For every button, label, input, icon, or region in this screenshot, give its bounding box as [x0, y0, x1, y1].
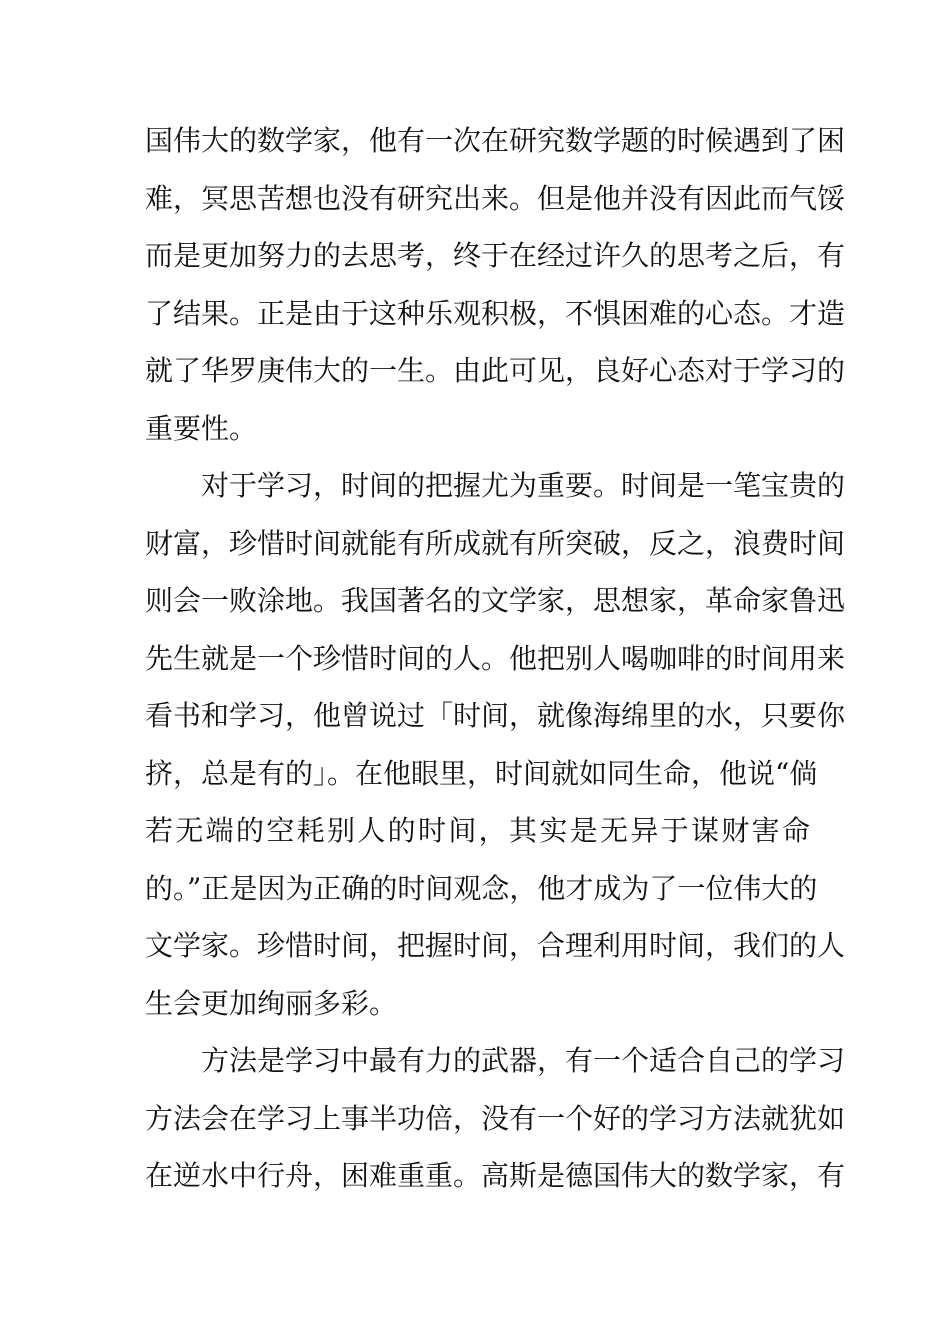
paragraph-line: 就了华罗庚伟大的一生。由此可见，良好心态对于学习的	[145, 354, 846, 387]
paragraph-line: 了结果。正是由于这种乐观积极，不惧困难的心态。才造	[145, 296, 846, 330]
paragraph-line: 国伟大的数学家，他有一次在研究数学题的时候遇到了困	[145, 124, 846, 157]
paragraph-line: 挤，总是有的」。在他眼里，时间就如同生命，他说“倘	[145, 756, 818, 790]
paragraph-line: 方法是学习中最有力的武器，有一个适合自己的学习	[201, 1044, 846, 1077]
paragraph-line: 先生就是一个珍惜时间的人。他把别人喝咖啡的时间用来	[145, 641, 846, 675]
body-text	[145, 118, 846, 1211]
paragraph-line: 看书和学习，他曾说过「时间，就像海绵里的水，只要你	[145, 699, 846, 732]
paragraph-line: 难，冥思苦想也没有研究出来。但是他并没有因此而气馁	[145, 181, 846, 215]
paragraph-line: 而是更加努力的去思考，终于在经过许久的思考之后，有	[145, 239, 846, 272]
paragraph-line: 文学家。珍惜时间，把握时间，合理利用时间，我们的人	[145, 929, 846, 962]
paragraph-line: 生会更加绚丽多彩。	[145, 986, 398, 1020]
paragraph-line: 重要性。	[145, 411, 258, 445]
paragraph-line: 则会一败涂地。我国著名的文学家，思想家，革命家鲁迅	[145, 584, 846, 617]
paragraph-line: 方法会在学习上事半功倍，没有一个好的学习方法就犹如	[145, 1101, 846, 1135]
paragraph-line: 若无端的空耗别人的时间，其实是无异于谋财害命	[145, 814, 810, 847]
paragraph-1	[145, 118, 846, 463]
paragraph-3	[145, 1038, 846, 1211]
paragraph-line: 财富，珍惜时间就能有所成就有所突破，反之，浪费时间	[145, 526, 846, 560]
paragraph-2	[145, 463, 846, 1038]
paragraph-line: 的。”正是因为正确的时间观念，他才成为了一位伟大的	[145, 871, 818, 905]
paragraph-line: 对于学习，时间的把握尤为重要。时间是一笔宝贵的	[201, 469, 846, 502]
paragraph-line: 在逆水中行舟，困难重重。高斯是德国伟大的数学家，有	[145, 1159, 846, 1192]
